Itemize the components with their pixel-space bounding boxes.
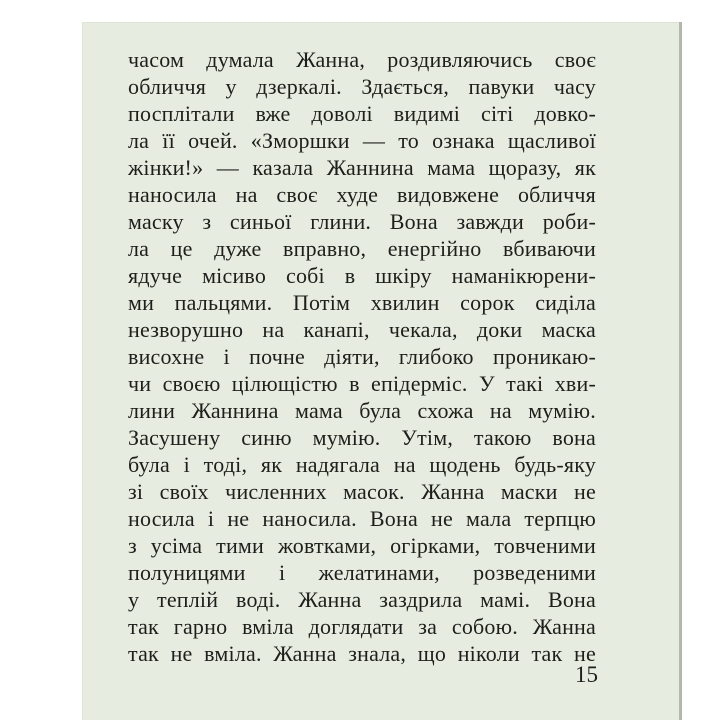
text-line: так не вміла. Жанна знала, що ніколи так не <box>128 641 596 666</box>
text-line: Засушену синю мумію. Утім, такою вона <box>128 425 596 450</box>
text-line: ми пальцями. Потім хвилин сорок сиділа <box>128 290 596 315</box>
text-line: чи своєю цілющістю в епідерміс. У такі хви- <box>128 371 596 396</box>
text-line: була і тоді, як надягала на щодень будь-яку <box>128 452 596 477</box>
text-line: з усіма тими жовтками, огірками, товченими <box>128 533 596 558</box>
text-line: наносила на своє худе видовжене обличчя <box>128 182 596 207</box>
text-line: жінки!» — казала Жаннина мама щоразу, як <box>128 155 596 180</box>
text-line: часом думала Жанна, роздивляючись своє <box>128 47 596 72</box>
page-number: 15 <box>575 662 598 687</box>
text-line: висохне і почне діяти, глибоко проникаю- <box>128 344 596 369</box>
body-text <box>128 46 596 667</box>
text-line: лини Жаннина мама була схожа на мумію. <box>128 398 596 423</box>
text-line: ла це дуже вправно, енергійно вбиваючи <box>128 236 596 261</box>
text-line: ла її очей. «Зморшки — то ознака щасливої <box>128 128 596 153</box>
text-line: так гарно вміла доглядати за собою. Жанна <box>128 614 596 639</box>
text-line: маску з синьої глини. Вона завжди роби- <box>128 209 596 234</box>
text-line: ядуче місиво собі в шкіру наманікюрени- <box>128 263 596 288</box>
text-line: посплітали вже доволі видимі сіті довко- <box>128 101 596 126</box>
text-line: полуницями і желатинами, розведеними <box>128 560 596 585</box>
page-edge-shadow <box>679 22 682 720</box>
text-line: зі своїх численних масок. Жанна маски не <box>128 479 596 504</box>
text-line: обличчя у дзеркалі. Здається, павуки часу <box>128 74 596 99</box>
text-line: носила і не наносила. Вона не мала терпцю <box>128 506 596 531</box>
text-line: незворушно на канапі, чекала, доки маска <box>128 317 596 342</box>
text-line: у теплій воді. Жанна заздрила мамі. Вона <box>128 587 596 612</box>
